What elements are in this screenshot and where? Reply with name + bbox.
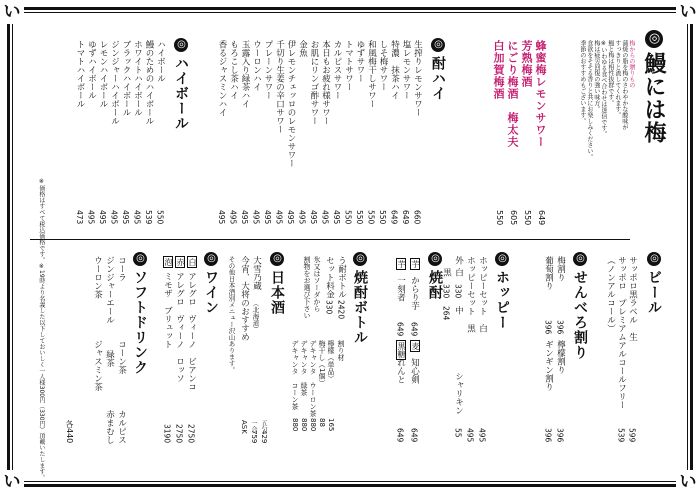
- horizontal-divider: [30, 239, 630, 240]
- hoppy-item-name: 中: [453, 306, 464, 315]
- softdrink-item-name: 赤まむし: [104, 410, 115, 444]
- wine-item-price: 3190: [162, 424, 172, 444]
- bottle-mixer-price: 165: [327, 418, 335, 432]
- umeshu-note: 季節のおすすめもございます。: [578, 40, 586, 124]
- senbero-item-price: 396: [543, 320, 553, 335]
- sake-size-label: 一合: [250, 420, 257, 432]
- hoppy-item-name: ホッピーセット 黒: [465, 256, 476, 333]
- chuhai-item-name: 金魚: [297, 40, 308, 57]
- chuhai-item-name: 和風梅干しサワー: [366, 40, 377, 108]
- highball-item-price: 495: [121, 210, 130, 225]
- sake-item-price: 429: [260, 430, 268, 444]
- shochu-item-name: れんと: [395, 358, 406, 384]
- highball-title: ◎ハイボール: [173, 39, 189, 131]
- highball-item-price: 495: [86, 210, 96, 225]
- softdrink-item-name: コーラ: [116, 256, 127, 282]
- chuhai-item-name: ゆずサワー: [355, 40, 365, 83]
- chuhai-item-price: 495: [240, 210, 249, 225]
- umeshu-item-price: 649: [537, 210, 546, 226]
- chuhai-item-price: 550: [343, 210, 353, 225]
- chuhai-item-name: トマトサワー: [343, 40, 354, 91]
- mitsudomoe-icon: ◎: [497, 253, 508, 265]
- shochu-item-tag: 芋: [411, 260, 420, 268]
- highball-item-name: トマトハイボール: [75, 40, 85, 108]
- shochu-item-name: からり芋: [409, 276, 420, 310]
- sake-item-name: 今宵、大将のおすすめ: [239, 256, 250, 341]
- softdrink-item-name: 緑茶: [104, 350, 115, 367]
- umeshu-item-name: 芳熟梅酒: [520, 40, 533, 88]
- hoppy-item-price: 55: [453, 428, 463, 438]
- wine-item-name: ミモザ ブリュット: [162, 272, 173, 349]
- chuhai-item-name: 本日もお疲れ様サワー: [320, 40, 331, 125]
- highball-item-name: ゆずハイボール: [86, 40, 97, 100]
- wine-item-price: 2750: [174, 424, 184, 444]
- chuhai-item-price: 495: [332, 210, 341, 225]
- beer-item-name: （ノンアルコール）: [605, 256, 616, 333]
- beer-item-name: サッポロ プレミアムアルコールフリー: [616, 256, 627, 409]
- chuhai-item-name: 特濃 抹茶ハイ: [389, 40, 400, 100]
- shochu-item-tag: 芋: [397, 260, 406, 268]
- mitsudomoe-icon: ◎: [649, 253, 660, 265]
- wine-item-price: 2750: [186, 424, 196, 444]
- chuhai-item-name: カルピスサワー: [332, 40, 342, 100]
- shochu-item-price: 649: [409, 428, 419, 443]
- mitsudomoe-icon: ◎: [575, 253, 586, 265]
- hoppy-item-price: 330: [441, 284, 451, 299]
- highball-item-price: 495: [132, 210, 142, 225]
- umeshu-note: 鰻と梅は相性抜群です。: [606, 40, 614, 106]
- mitsudomoe-icon: ◎: [206, 253, 217, 265]
- beer-item-price: 539: [616, 428, 626, 443]
- umeshu-item-price: 550: [523, 210, 532, 226]
- beer-item-name: サッポロ黒ラベル 生: [627, 256, 638, 341]
- wine-item-tag: 泡: [164, 258, 173, 266]
- chuhai-title: ◎酎ハイ: [430, 39, 446, 101]
- softdrink-price: 各440: [65, 420, 74, 444]
- highball-item-name: ブラックハイボール: [121, 40, 131, 117]
- bottle-item-price: 330: [324, 300, 334, 315]
- wine-item-tag: 白: [188, 258, 197, 266]
- umeshu-note: 食欲をそそる香りと共にお楽しみください。: [585, 40, 593, 160]
- chuhai-item-name: お肌にリンゴ酢サワー: [309, 40, 319, 125]
- umeshu-note: ※いわゆる食べ合わせは迷信です。: [599, 40, 607, 137]
- chuhai-item-price: 495: [228, 210, 238, 225]
- chuhai-item-name: もろこし茶ハイ: [228, 40, 239, 100]
- chuhai-item-price: 550: [378, 210, 387, 225]
- highball-item-price: 495: [98, 210, 107, 225]
- umeshu-note: すっきりと流してくれます。: [613, 40, 621, 118]
- chuhai-item-price: 495: [309, 210, 318, 225]
- chuhai-item-price: 495: [274, 210, 284, 225]
- beer-title: ◎ビール: [646, 253, 662, 315]
- chuhai-item-price: 495: [320, 210, 330, 225]
- bottle-item-name: う耐ボトル: [336, 256, 347, 299]
- senbero-item-price: 396: [543, 428, 553, 443]
- chuhai-item-price: 550: [366, 210, 376, 225]
- shochu-item-name: 一刻者: [395, 276, 406, 302]
- corner-mark-top-left: い: [0, 0, 24, 24]
- highball-item-name: ホワイトハイボール: [132, 40, 143, 117]
- hoppy-item-price: 495: [465, 428, 475, 443]
- shochu-item-tag: 黒糖: [397, 342, 406, 358]
- wine-item-name: アレグロ ヴィーノ ビアンコ: [186, 272, 197, 391]
- sake-item-price: ASK: [240, 420, 248, 434]
- corner-mark-bottom-left: い: [0, 470, 24, 494]
- hoppy-item-name: シャリキン: [453, 372, 464, 415]
- tax-note: ※価格はすべて税込価格です。※19時より名義した以下しておいしく一人様300円（330円）頂戴いたします。: [37, 178, 45, 481]
- mitsudomoe-icon: ◎: [176, 39, 187, 51]
- mitsudomoe-icon: ◎: [647, 31, 662, 47]
- softdrink-item-name: カルピス: [116, 410, 127, 444]
- highball-item-price: 473: [75, 210, 84, 225]
- highball-item-name: ジンジャーハイボール: [109, 40, 120, 125]
- wine-item-name: アレグロ ヴィーノ ロッソ: [174, 272, 185, 383]
- beer-item-price: 599: [627, 428, 637, 443]
- umeshu-item-price: 605: [509, 210, 518, 226]
- sake-note: その他日本酒別メニュー沢山あります。: [227, 256, 236, 373]
- hoppy-item-price: 330: [453, 284, 463, 299]
- bottle-mixer-name: デキャンタ コーン茶: [291, 340, 299, 410]
- chuhai-item-name: 千切り生姜の辛口サワー: [274, 40, 285, 134]
- umeshu-note: 蒲焼の脂を梅のさわやかな酸味が: [620, 40, 628, 130]
- chuhai-item-name: 生搾りレモンサワー: [412, 40, 423, 117]
- sake-item-size: 五勺: [260, 420, 267, 432]
- umeshu-note: 梅は疲労回復の強い味方。: [592, 40, 600, 112]
- hoppy-item-name: 外: [453, 256, 464, 265]
- bottle-mixer-name: 梅干し（1個）: [318, 340, 326, 387]
- chuhai-item-name: 玉露入り緑茶ハイ: [240, 40, 250, 108]
- highball-item-price: 550: [155, 210, 165, 225]
- umeshu-item-price: 550: [495, 210, 504, 226]
- chuhai-item-name: プレーンサワー: [263, 40, 273, 100]
- hoppy-item-price: 264: [441, 306, 451, 321]
- bottle-item-name: セット料金: [324, 256, 335, 299]
- bottle-mixer-price: 880: [291, 418, 299, 432]
- bottle-item-price: 2420: [336, 300, 346, 320]
- bottle-note: 割物をお選び下さい: [303, 256, 311, 319]
- hoppy-title: ◎ホッピー: [494, 253, 510, 330]
- highball-item-name: 鰻のためのハイボール: [144, 40, 154, 125]
- bottle-mixer-name: デキャンタ ウーロン茶: [309, 340, 317, 417]
- senbero-item-price: 396: [555, 320, 565, 335]
- bottle-title: ◎焼酎ボトル: [352, 253, 368, 345]
- bottle-mixer-price: 880: [300, 418, 308, 432]
- senbero-item-name: ギンギン割り: [543, 340, 554, 391]
- umeshu-item-name: にごり梅酒 梅太夫: [506, 40, 519, 148]
- senbero-title: ◎せんべろ割り: [572, 253, 588, 360]
- umeshu-item-name: 蜂蜜梅レモンサワー: [534, 40, 547, 148]
- sake-item-name: 大雪乃蔵: [251, 256, 262, 290]
- chuhai-item-price: 649: [389, 210, 399, 225]
- mitsudomoe-icon: ◎: [355, 253, 366, 265]
- highball-item-price: 539: [144, 210, 153, 225]
- mitsudomoe-icon: ◎: [430, 253, 441, 265]
- senbero-item-name: 葡萄割り: [543, 256, 554, 290]
- mitsudomoe-icon: ◎: [272, 253, 283, 265]
- chuhai-item-name: 伊レモンチェッロのレモンサワー: [286, 40, 296, 168]
- bottle-note: 氷又はソーダから: [313, 256, 321, 312]
- chuhai-item-name: 塩レモンサワー: [401, 40, 411, 100]
- hoppy-item-name: 白: [453, 268, 464, 277]
- hoppy-item-price: 495: [477, 428, 487, 443]
- highball-item-price: 495: [109, 210, 119, 225]
- wine-title: ◎ワイン: [203, 253, 219, 315]
- chuhai-item-price: 649: [401, 210, 410, 225]
- umeshu-item-name: 白加賀梅酒: [492, 40, 505, 100]
- chuhai-item-price: 550: [355, 210, 364, 225]
- softdrink-item-name: ジンジャーエール: [104, 256, 115, 324]
- chuhai-item-price: 495: [286, 210, 295, 225]
- corner-mark-bottom-right: い: [676, 470, 700, 494]
- umeshu-note: 梅からの贈りもの: [627, 40, 635, 88]
- bottle-mixer-price: 880: [309, 418, 317, 432]
- corner-mark-top-right: い: [676, 0, 700, 24]
- senbero-item-price: 396: [555, 428, 565, 443]
- chuhai-item-name: 香るジャスミンハイ: [217, 40, 227, 117]
- shochu-title: ◎焼酎: [427, 253, 443, 300]
- shochu-item-price: 649: [395, 322, 405, 337]
- shochu-item-price: 649: [395, 428, 405, 443]
- senbero-item-name: 梅割り: [555, 256, 566, 282]
- sake-size-price: 759: [250, 430, 258, 444]
- highball-item-name: ハイボール: [155, 40, 166, 83]
- bottle-mixer-name: 檸檬（単品）: [327, 340, 335, 382]
- senbero-item-name: 檸檬割り: [555, 340, 566, 374]
- chuhai-item-price: 495: [297, 210, 307, 225]
- chuhai-item-price: 495: [251, 210, 261, 225]
- bottle-mixer-price: 88: [318, 418, 326, 427]
- softdrink-item-name: ジャスミン茶: [92, 340, 103, 391]
- softdrink-item-name: ウーロン茶: [92, 256, 103, 299]
- shochu-item-price: 649: [409, 322, 419, 337]
- softdrink-item-name: コーン茶: [116, 340, 127, 374]
- mitsudomoe-icon: ◎: [433, 39, 444, 51]
- shochu-item-name: 知心剣: [409, 358, 420, 384]
- hoppy-item-name: 黒: [441, 268, 452, 277]
- chuhai-item-name: ウーロンハイ: [251, 40, 262, 91]
- bottle-mixers-title: 割り材: [337, 340, 345, 361]
- highball-item-name: レモンハイボール: [98, 40, 108, 108]
- wine-item-tag: 赤: [176, 258, 185, 266]
- bottle-mixer-name: デキャンタ 緑茶: [300, 340, 308, 396]
- chuhai-item-price: 495: [263, 210, 272, 225]
- chuhai-item-price: 495: [217, 210, 226, 225]
- shochu-item-tag: 麦: [411, 342, 420, 350]
- umeshu-title: ◎鰻には梅: [641, 31, 667, 144]
- chuhai-item-price: 660: [412, 210, 422, 225]
- softdrink-title: ◎ソフトドリンク: [132, 253, 148, 375]
- mitsudomoe-icon: ◎: [135, 253, 146, 265]
- sake-item-sub: （北海道）: [251, 300, 260, 333]
- sake-title: ◎日本酒: [269, 253, 285, 315]
- hoppy-item-name: ホッピーセット 白: [477, 256, 488, 333]
- chuhai-item-name: しそ梅サワー: [378, 40, 388, 91]
